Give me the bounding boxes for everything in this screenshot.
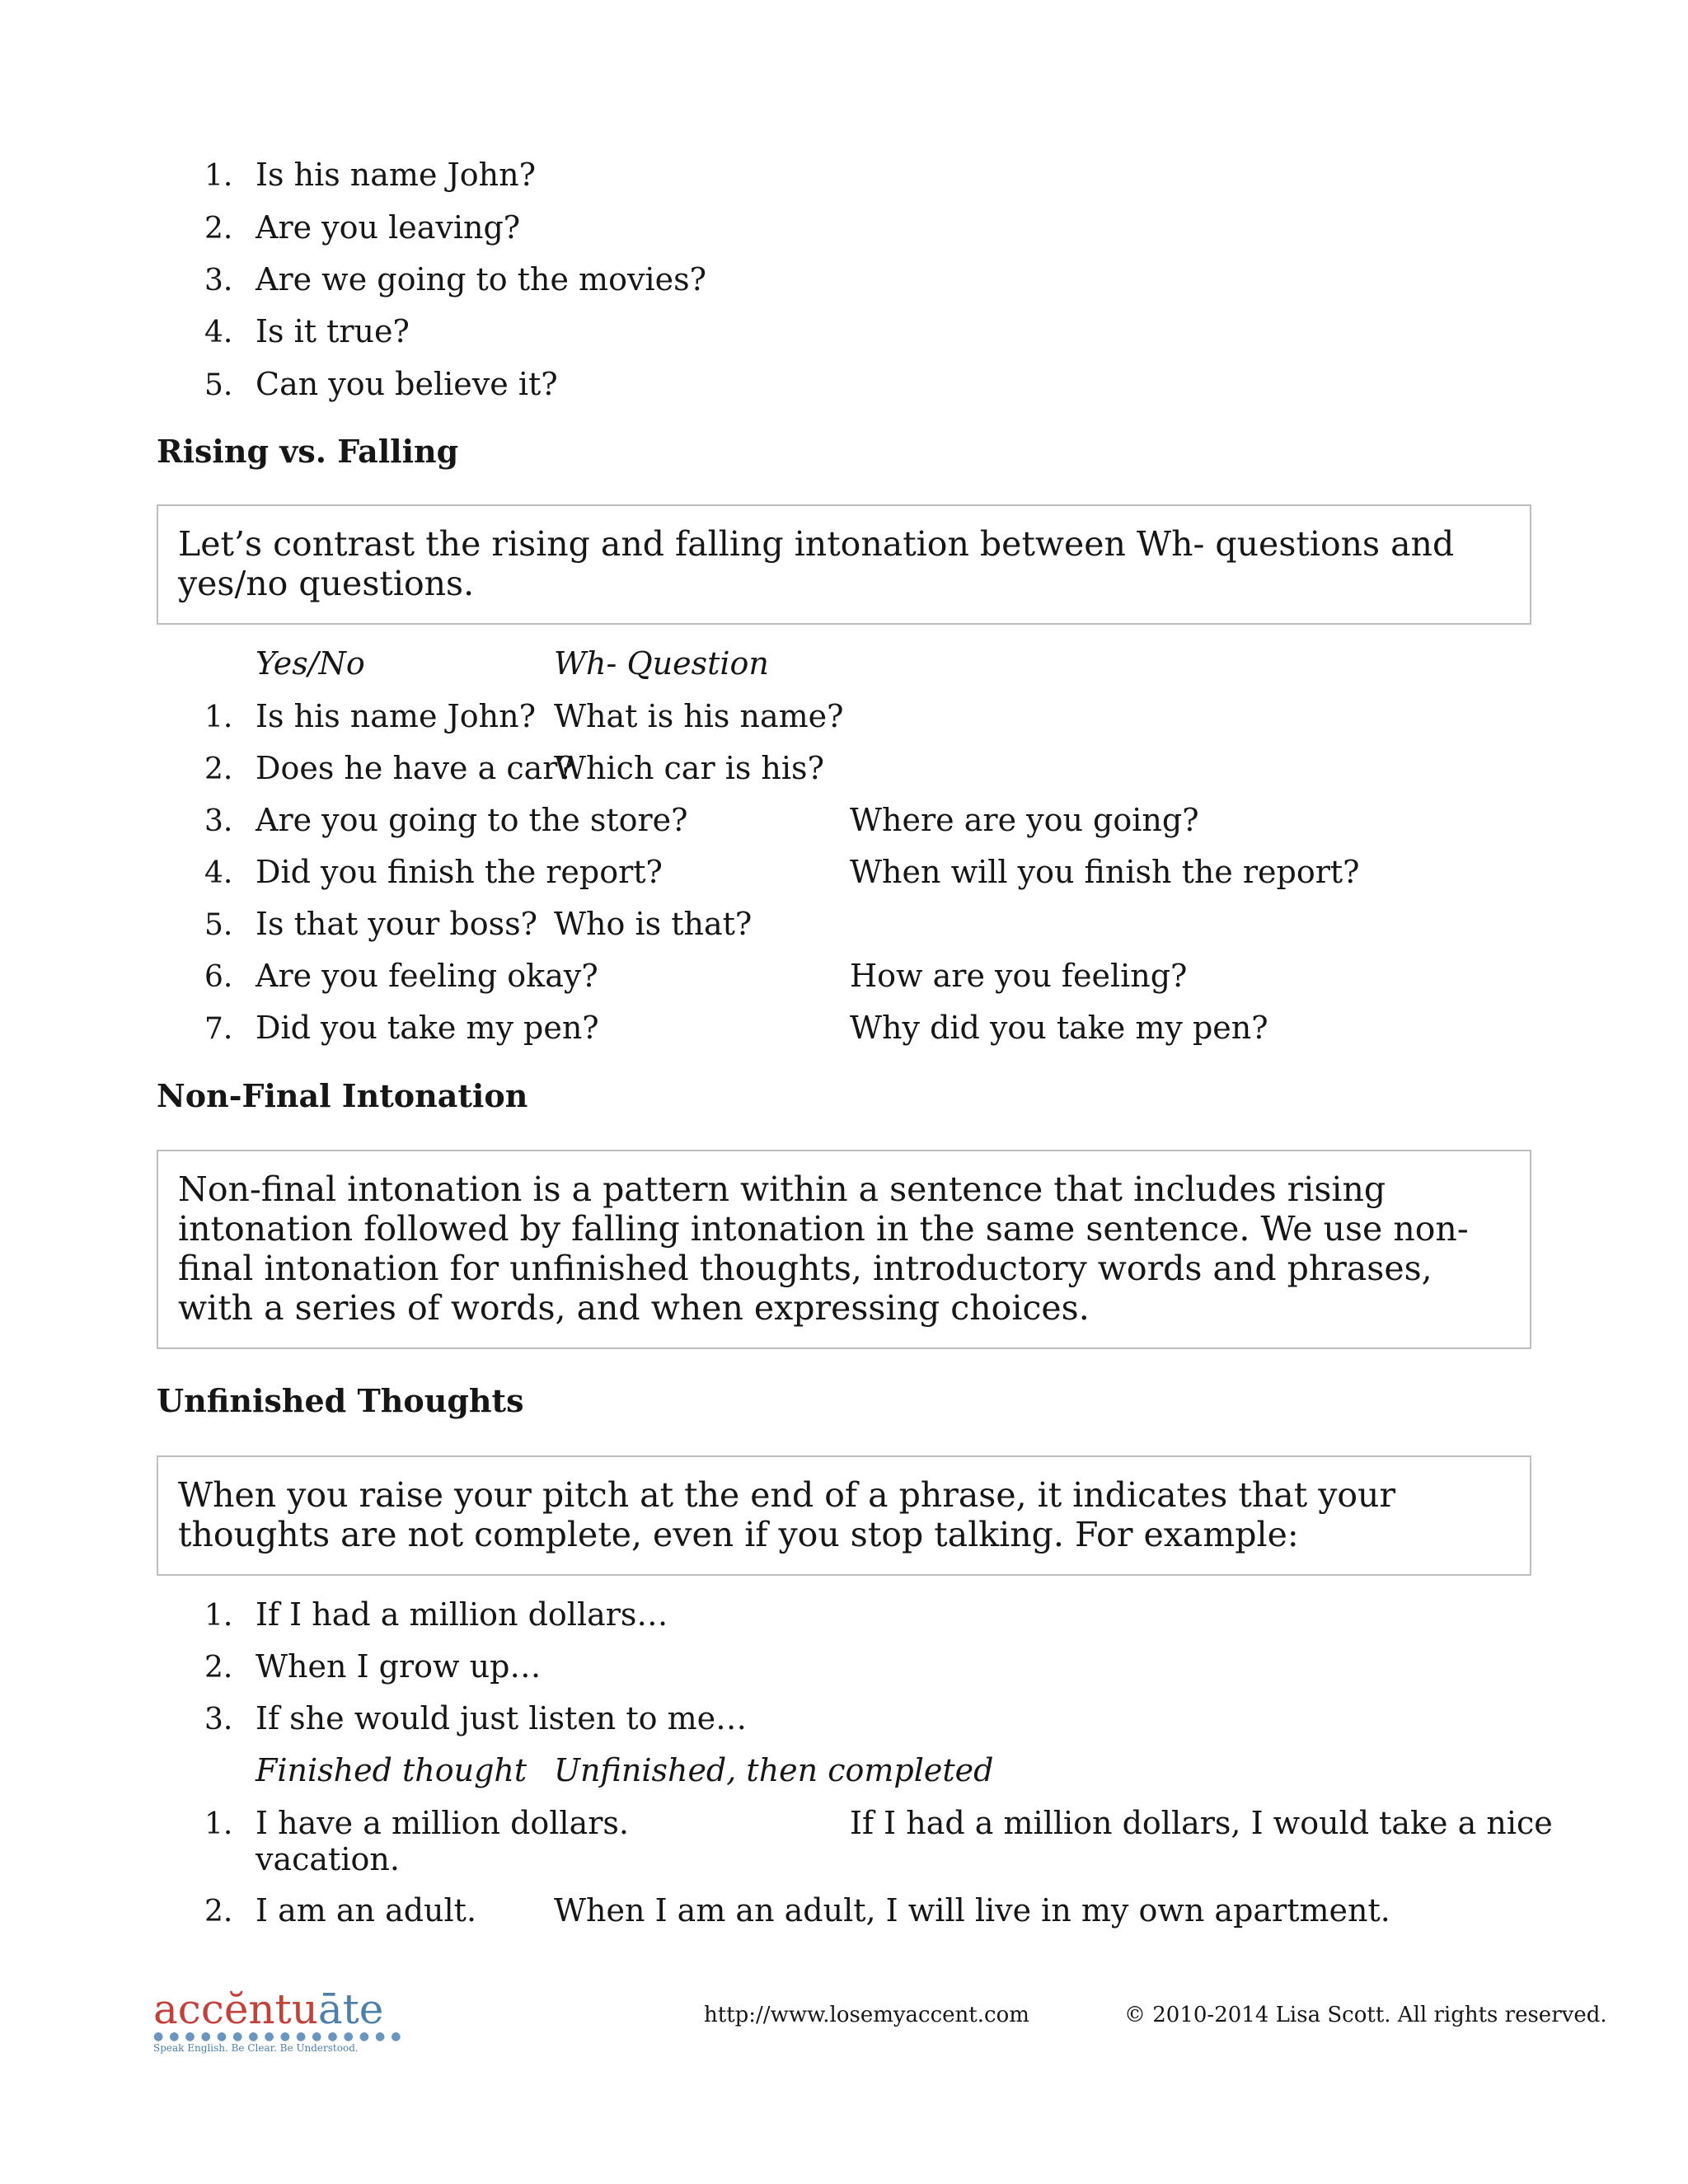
yesno-question: Did you finish the report? [256,854,663,890]
logo-dots-icon: ●●●●●●●●●●●●●●●● [153,2030,407,2043]
row-number: 7. [204,1012,233,1046]
list-item: Is it true? [256,313,410,349]
yesno-question: Are you going to the store? [256,802,688,838]
wh-question: Which car is his? [554,750,824,786]
yesno-question: Is that your boss? [256,906,537,942]
nonfinal-info-box [157,1150,1531,1349]
yesno-question: Is his name John? [256,698,536,734]
rising-info-box [157,504,1531,625]
section-heading-unfinished: Unfinished Thoughts [157,1382,524,1419]
column-header-finished: Finished thought [256,1752,528,1788]
wh-question: Why did you take my pen? [850,1010,1268,1046]
wh-question: How are you feeling? [850,958,1188,994]
row-number: 6. [204,960,233,994]
row-number: 1. [204,1807,233,1841]
column-header-wh: Wh- Question [554,645,769,682]
logo-text-a: accĕntu [153,1985,318,2033]
rising-box-text: Let’s contrast the rising and falling intonation between Wh- questions and yes/no questions. [178,524,1455,603]
row-number: 5. [204,908,233,942]
list-number: 4. [204,316,233,349]
list-number: 2. [204,1651,233,1685]
list-number: 3. [204,1703,233,1736]
footer-url[interactable]: http://www.losemyaccent.com [704,2003,1029,2027]
unfinished-thought: When I am an adult, I will live in my own apartment. [554,1892,1390,1929]
list-item: When I grow up… [256,1648,542,1685]
list-item: Are we going to the movies? [256,261,706,298]
list-item: Is his name John? [256,157,536,193]
wh-question: When will you finish the report? [850,854,1360,890]
yesno-question: Does he have a car? [256,750,574,786]
list-number: 3. [204,264,233,298]
section-heading-rising: Rising vs. Falling [157,433,459,470]
footer-copyright: © 2010-2014 Lisa Scott. All rights reserved. [1124,2003,1607,2027]
unfinished-info-box [157,1455,1531,1576]
row-number: 2. [204,1895,233,1929]
yesno-question: Did you take my pen? [256,1010,599,1046]
logo-wordmark [153,1985,406,2033]
list-item: Can you believe it? [256,366,558,402]
finished-thought: I have a million dollars. [256,1805,629,1841]
list-number: 2. [204,212,233,246]
list-item: If she would just listen to me… [256,1700,748,1736]
row-number: 3. [204,804,233,838]
wh-question: What is his name? [554,698,844,734]
list-item: If I had a million dollars… [256,1596,668,1633]
logo-text-b: āte [317,1985,384,2033]
row-number: 2. [204,752,233,786]
list-number: 5. [204,368,233,402]
wh-question: Where are you going? [850,802,1199,838]
wh-question: Who is that? [554,906,753,942]
finished-thought: I am an adult. [256,1892,477,1929]
accentuate-logo [153,1985,407,2054]
row-number: 4. [204,856,233,890]
column-header-unfinished: Unfinished, then completed [554,1752,994,1788]
list-item: Are you leaving? [256,209,521,246]
section-heading-nonfinal: Non-Final Intonation [157,1077,528,1114]
unfinished-box-text: When you raise your pitch at the end of a phrase, it indicates that your thoughts are not complete, even if you stop talking. For example: [178,1475,1396,1554]
logo-tagline: Speak English. Be Clear. Be Understood. [153,2042,359,2054]
yesno-question: Are you feeling okay? [256,958,598,994]
list-number: 1. [204,159,233,193]
unfinished-thought-continued: vacation. [256,1841,400,1877]
list-number: 1. [204,1599,233,1633]
column-header-yesno: Yes/No [256,645,365,682]
nonfinal-box-text: Non-final intonation is a pattern within a sentence that includes rising intonation followed by falling intonation in the same sentence. We use non-final intonation for unfinished thoughts, introductory words and phrases, with a series of words, and when expressing choices. [178,1169,1469,1328]
row-number: 1. [204,701,233,734]
unfinished-thought: If I had a million dollars, I would take a nice [850,1805,1553,1841]
